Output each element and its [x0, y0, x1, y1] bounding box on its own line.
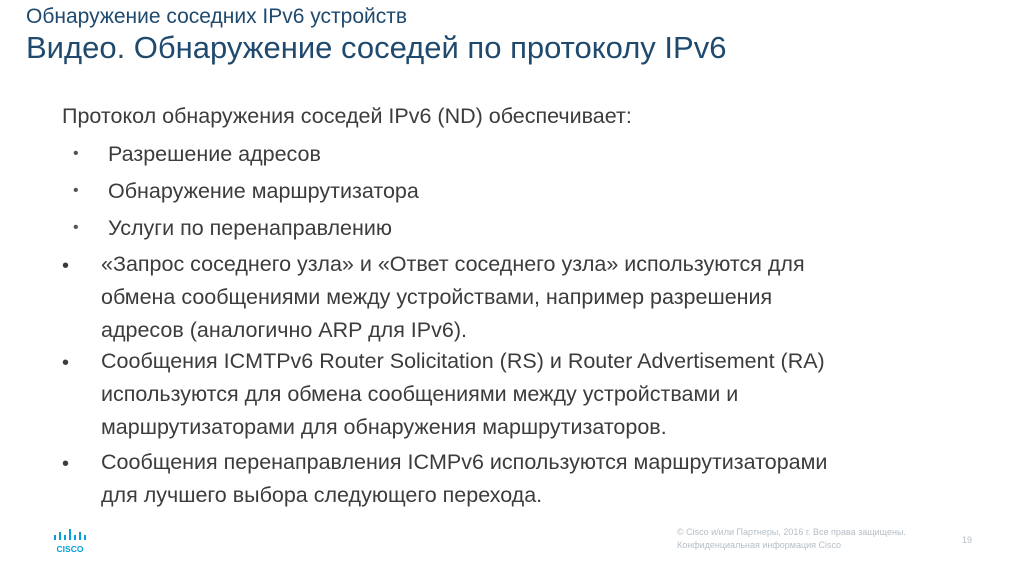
bullet-2-line-3: маршрутизаторами для обнаружения маршрутизаторов.: [101, 415, 667, 439]
bullet-1-line-3: адресов (аналогично ARP для IPv6).: [101, 318, 467, 342]
footer-copyright: [677, 526, 906, 552]
sub-item-redirect: Услуги по перенаправлению: [108, 216, 393, 240]
slide-subtitle: Обнаружение соседних IPv6 устройств: [26, 5, 408, 28]
bullet-3-line-2: для лучшего выбора следующего перехода.: [101, 483, 543, 507]
sub-bullet-marker: •: [73, 219, 79, 236]
page-number: 19: [962, 535, 973, 545]
bullet-3-line-1: Сообщения перенаправления ICMPv6 используются маршрутизаторами: [101, 450, 828, 474]
bullet-marker: •: [62, 453, 70, 475]
sub-item-address-resolution: Разрешение адресов: [108, 142, 321, 166]
cisco-bridge-icon: [52, 528, 92, 554]
copyright-line-1: © Cisco и/или Партнеры, 2016 г. Все права защищены.: [677, 527, 906, 537]
cisco-logo-text: CISCO: [56, 544, 84, 554]
intro-text: Протокол обнаружения соседей IPv6 (ND) обеспечивает:: [62, 104, 632, 128]
slide-title: Видео. Обнаружение соседей по протоколу IPv6: [26, 30, 727, 65]
sub-bullet-marker: •: [73, 145, 79, 162]
bullet-marker: •: [62, 255, 70, 277]
sub-bullet-marker: •: [73, 182, 79, 199]
bullet-1-line-2: обмена сообщениями между устройствами, например разрешения: [101, 285, 773, 309]
sub-item-router-discovery: Обнаружение маршрутизатора: [108, 179, 419, 203]
bullet-2-line-2: используются для обмена сообщениями между устройствами и: [101, 382, 739, 406]
bullet-2-line-1: Сообщения ICMTPv6 Router Solicitation (RS) и Router Advertisement (RA): [101, 349, 825, 373]
bullet-1-line-1: «Запрос соседнего узла» и «Ответ соседнего узла» используются для: [101, 252, 805, 276]
bullet-marker: •: [62, 352, 70, 374]
copyright-line-2: Конфиденциальная информация Cisco: [677, 540, 842, 550]
cisco-logo: [52, 528, 92, 554]
